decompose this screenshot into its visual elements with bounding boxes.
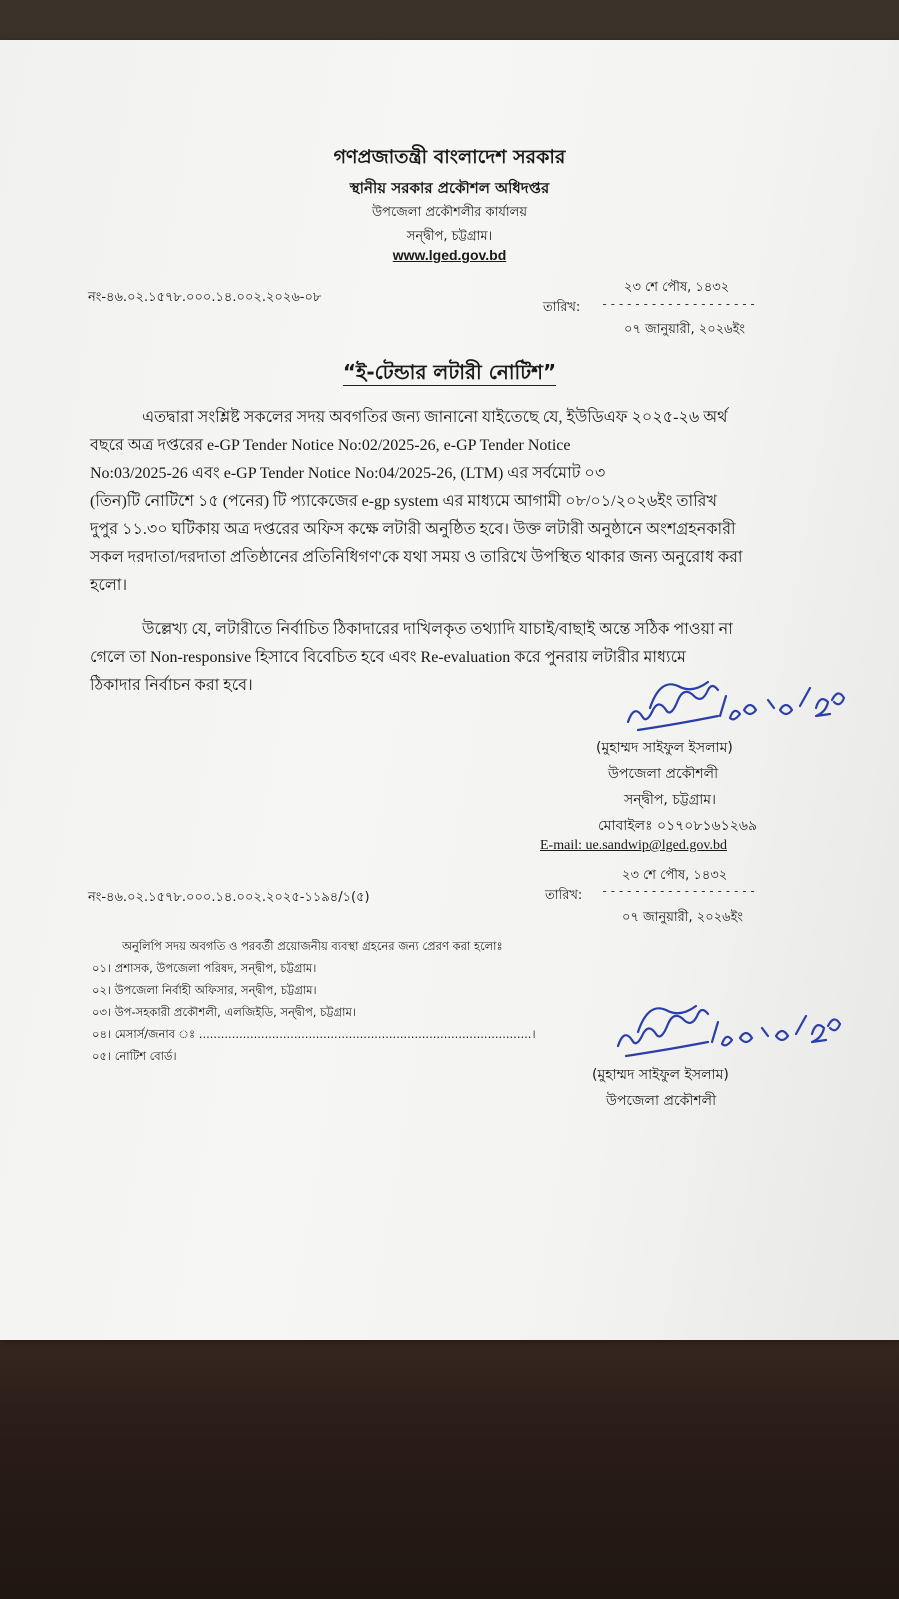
date-bangla: ২৩ শে পৌষ, ১৪৩২ <box>624 280 730 295</box>
date-english-2: ০৭ জানুয়ারী, ২০২৬ইং <box>622 910 743 925</box>
paragraph-line: ঠিকাদার নির্বাচন করা হবে। <box>90 677 253 694</box>
signatory-name-2: (মুহাম্মদ সাইফুল ইসলাম) <box>592 1067 729 1083</box>
paragraph-line: No:03/2025-26 এবং e-GP Tender Notice No:04/2025-26, (LTM) এর সর্বমোট ০৩ <box>90 465 606 482</box>
paragraph-line-text: উল্লেখ্য যে, লটারীতে নির্বাচিত ঠিকাদারের দাখিলকৃত তথ্যাদি যাচাই/বাছাই অন্তে সঠিক পাওয়া না <box>142 621 733 638</box>
paragraph-line <box>90 616 780 644</box>
office-name: উপজেলা প্রকৌশলীর কার্যালয় <box>372 205 527 220</box>
government-name: গণপ্রজাতন্ত্রী বাংলাদেশ সরকার <box>333 146 566 168</box>
paragraph-line-text: এতদ্বারা সংশ্লিষ্ট সকলের সদয় অবগতির জন্য জানানো যাইতেছে যে, ইউডিএফ ২০২৫-২৬ অর্থ <box>142 409 728 426</box>
date-separator-2: ------------------- <box>601 884 758 898</box>
handwritten-signature-1 <box>620 660 850 740</box>
signatory-name: (মুহাম্মদ সাইফুল ইসলাম) <box>596 740 733 756</box>
signatory-email[interactable]: E-mail: ue.sandwip@lged.gov.bd <box>540 838 727 853</box>
paragraph-line: গেলে তা Non-responsive হিসাবে বিবেচিত হবে এবং Re-evaluation করে পুনরায় লটারীর মাধ্যমে <box>90 649 686 666</box>
copy-to-item: ০৩। উপ-সহকারী প্রকৌশলী, এলজিইডি, সন্দ্বীপ, চট্টগ্রাম। <box>92 1005 356 1019</box>
memo-number: নং-৪৬.০২.১৫৭৮.০০০.১৪.০০২.২০২৬-০৮ <box>88 290 322 305</box>
paragraph-line <box>90 404 780 432</box>
paragraph-line: সকল দরদাতা/দরদাতা প্রতিষ্ঠানের প্রতিনিধিগণ'কে যথা সময় ও তারিখে উপস্থিত থাকার জন্য অনুরোধ করা <box>90 549 743 566</box>
handwritten-signature-2 <box>612 986 852 1066</box>
memo-number-2: নং-৪৬.০২.১৫৭৮.০০০.১৪.০০২.২০২৫-১১৯৪/১(৫) <box>88 890 370 905</box>
website-link[interactable]: www.lged.gov.bd <box>392 247 507 263</box>
signatory-designation-2: উপজেলা প্রকৌশলী <box>606 1093 717 1109</box>
date-english: ০৭ জানুয়ারী, ২০২৬ইং <box>624 322 745 337</box>
table-surface <box>0 1310 899 1599</box>
notice-title <box>0 358 899 391</box>
paragraph-line: হলো। <box>90 577 128 594</box>
signatory-location: সন্দ্বীপ, চট্টগ্রাম। <box>624 792 717 808</box>
date-separator: ------------------- <box>601 297 758 311</box>
copy-to-heading: অনুলিপি সদয় অবগতি ও পরবর্তী প্রয়োজনীয় ব্যবস্থা গ্রহনের জন্য প্রেরণ করা হলোঃ <box>122 939 503 953</box>
paragraph-line: দুপুর ১১.৩০ ঘটিকায় অত্র দপ্তরের অফিস কক্ষে লটারী অনুষ্ঠিত হবে। উক্ত লটারী অনুষ্ঠানে অংশগ্রহনকারী <box>90 521 736 538</box>
paragraph-line: (তিন)টি নোটিশে ১৫ (পনের) টি প্যাকেজের e-gp system এর মাধ্যমে আগামী ০৮/০১/২০২৬ইং তারিখ <box>90 493 717 510</box>
signatory-designation: উপজেলা প্রকৌশলী <box>608 766 719 782</box>
notice-document <box>0 40 899 1340</box>
signatory-mobile: মোবাইলঃ ০১৭০৮১৬১২৬৯ <box>598 818 758 834</box>
copy-to-item: ০৪। মেসার্স/জনাব ঃ ...........................................................................................। <box>92 1027 536 1041</box>
copy-to-item: ০১। প্রশাসক, উপজেলা পরিষদ, সন্দ্বীপ, চট্টগ্রাম। <box>92 961 317 975</box>
paragraph-line: বছরে অত্র দপ্তরের e-GP Tender Notice No:02/2025-26, e-GP Tender Notice <box>90 437 571 454</box>
department-name: স্থানীয় সরকার প্রকৌশল অধিদপ্তর <box>349 179 550 197</box>
notice-title-text: “ই-টেন্ডার লটারী নোটিশ” <box>342 360 557 384</box>
date-label: তারিখ: <box>543 300 581 315</box>
copy-to-item: ০২। উপজেলা নির্বাহী অফিসার, সন্দ্বীপ, চট্টগ্রাম। <box>92 983 317 997</box>
date-bangla-2: ২৩ শে পৌষ, ১৪৩২ <box>622 868 728 883</box>
copy-to-item: ০৫। নোটিশ বোর্ড। <box>92 1049 177 1063</box>
paragraph-1 <box>90 404 780 600</box>
date-label-2: তারিখ: <box>545 888 583 903</box>
office-location: সন্দ্বীপ, চট্টগ্রাম। <box>406 229 493 244</box>
